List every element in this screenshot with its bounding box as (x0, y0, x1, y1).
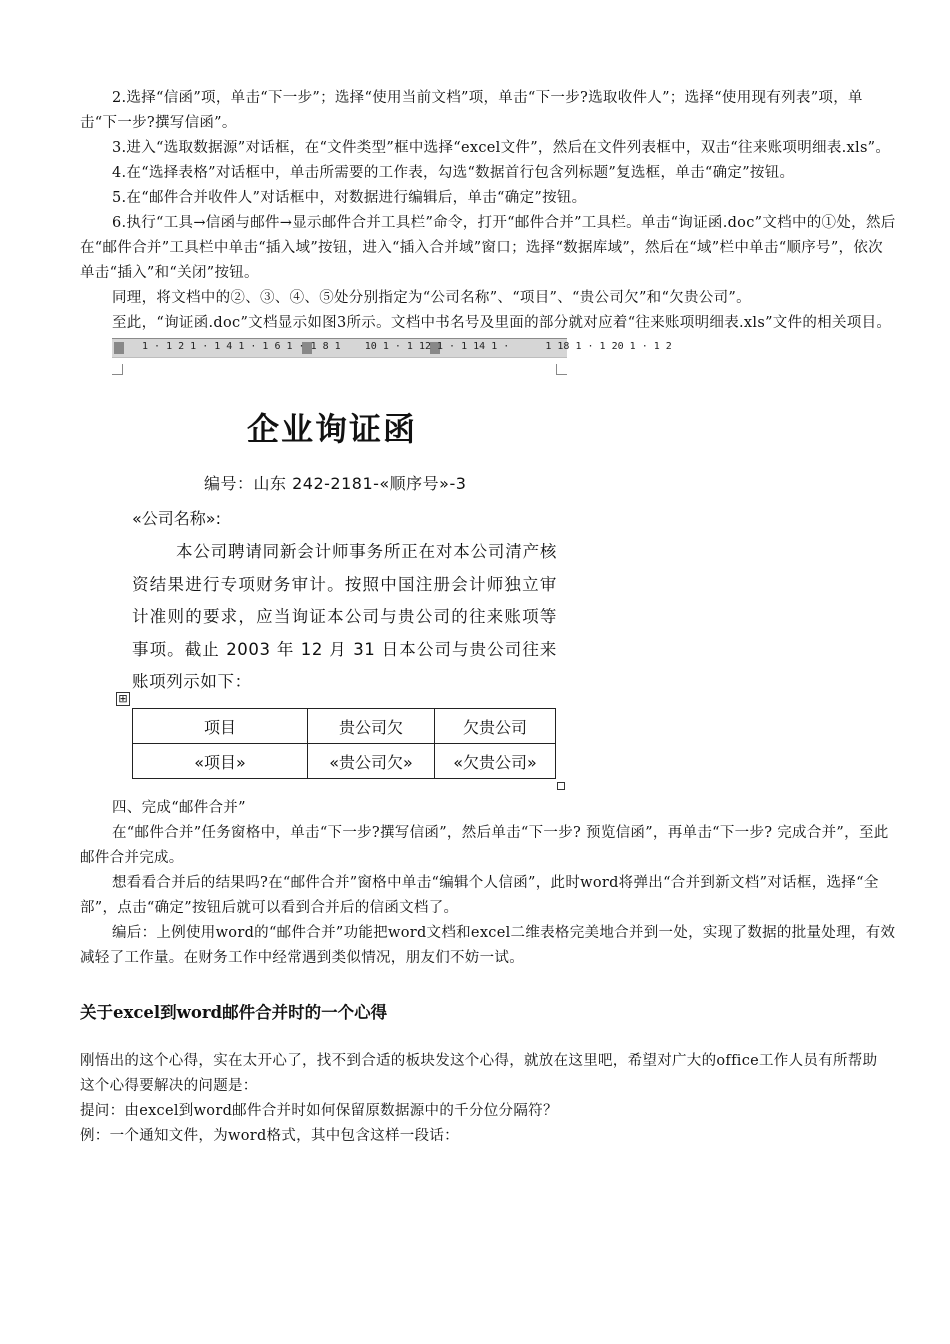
paragraph: 4.在“选择表格”对话框中，单击所需要的工作表，勾选“数据首行包含列标题”复选框，单击“确定”按钮。 (112, 165, 795, 181)
paragraph: 例：一个通知文件，为word格式，其中包含这样一段话： (80, 1128, 459, 1144)
paragraph: 同理，将文档中的②、③、④、⑤处分别指定为“公司名称”、“项目”、“贵公司欠”和“欠贵公司”。 (112, 290, 751, 306)
table-resize-handle[interactable] (557, 782, 565, 790)
ruler (112, 338, 672, 358)
ruler-margin-block (114, 342, 124, 354)
table-header-cell: 项目 (133, 709, 308, 744)
merge-table (132, 708, 556, 779)
table-row (133, 744, 556, 779)
table-header-cell: 欠贵公司 (435, 709, 556, 744)
paragraph: 2.选择“信函”项，单击“下一步”；选择“使用当前文档”项，单击“下一步?选取收件人”；选择“使用现有列表”项，单击“下一步?撰写信函”。 (80, 90, 863, 131)
section-heading: 四、完成“邮件合并” (112, 800, 246, 816)
paragraph: 想看看合并后的结果吗?在“邮件合并”窗格中单击“编辑个人信函”，此时word将弹出“合并到新文档”对话框，选择“全部”，点击“确定”按钮后就可以看到合并后的信函文档了。 (80, 875, 879, 916)
paragraph: 这个心得要解决的问题是： (80, 1078, 258, 1094)
letter-number: 编号：山东 242-2181-«顺序号»-3 (204, 474, 467, 493)
merge-field-cell: «贵公司欠» (308, 744, 435, 779)
paragraph: 在“邮件合并”任务窗格中，单击“下一步?撰写信函”，然后单击“下一步? 预览信函”，再单击“下一步? 完成合并”，至此邮件合并完成。 (80, 825, 889, 866)
letter-title: 企业询证函 (247, 410, 418, 448)
paragraph: 提问：由excel到word邮件合并时如何保留原数据源中的千分位分隔符？ (80, 1103, 558, 1119)
letter-body: 本公司聘请同新会计师事务所正在对本公司清产核资结果进行专项财务审计。按照中国注册会计师独立审计准则的要求，应当询证本公司与贵公司的往来账项等事项。截止 2003 年 12 月 31 日本公司与贵公司往来账项列示如下： (132, 542, 557, 691)
merge-field-cell: «项目» (133, 744, 308, 779)
ruler-marks: 1 · 1 2 1 · 1 4 1 · 1 6 1 · 1 8 1 10 1 · 1 12 1 · 1 14 1 · 1 18 1 · 1 20 1 · 1 2 (142, 341, 672, 352)
paragraph: 3.进入“选取数据源”对话框，在“文件类型”框中选择“excel文件”，然后在文件列表框中，双击“往来账项明细表.xls”。 (112, 140, 891, 156)
article-heading: 关于excel到word邮件合并时的一个心得 (80, 1003, 388, 1022)
paragraph: 编后：上例使用word的“邮件合并”功能把word文档和excel二维表格完美地合并到一处，实现了数据的批量处理，有效减轻了工作量。在财务工作中经常遇到类似情况，朋友们不妨一试。 (80, 925, 896, 966)
paragraph: 5.在“邮件合并收件人”对话框中，对数据进行编辑后，单击“确定”按钮。 (112, 190, 587, 206)
merge-field-cell: «欠贵公司» (435, 744, 556, 779)
table-header-row (133, 709, 556, 744)
table-move-handle-icon[interactable]: ⊞ (116, 692, 130, 706)
document-page (80, 86, 896, 1149)
paragraph: 刚悟出的这个心得，实在太开心了，找不到合适的板块发这个心得，就放在这里吧，希望对广大的office工作人员有所帮助 (80, 1053, 878, 1069)
paragraph: 至此，“询证函.doc”文档显示如图3所示。文档中书名号及里面的部分就对应着“往来账项明细表.xls”文件的相关项目。 (112, 315, 892, 331)
page-corner-mark (112, 364, 123, 375)
table-header-cell: 贵公司欠 (308, 709, 435, 744)
paragraph: 6.执行“工具→信函与邮件→显示邮件合并工具栏”命令，打开“邮件合并”工具栏。单击“询证函.doc”文档中的①处，然后在“邮件合并”工具栏中单击“插入域”按钮，进入“插入合并域”窗口；选择“数据库域”，然后在“域”栏中单击“顺序号”，依次单击“插入”和“关闭”按钮。 (80, 215, 896, 281)
merge-field-company: «公司名称»: (132, 509, 221, 528)
page-corner-mark (556, 364, 567, 375)
figure-screenshot (112, 338, 672, 788)
